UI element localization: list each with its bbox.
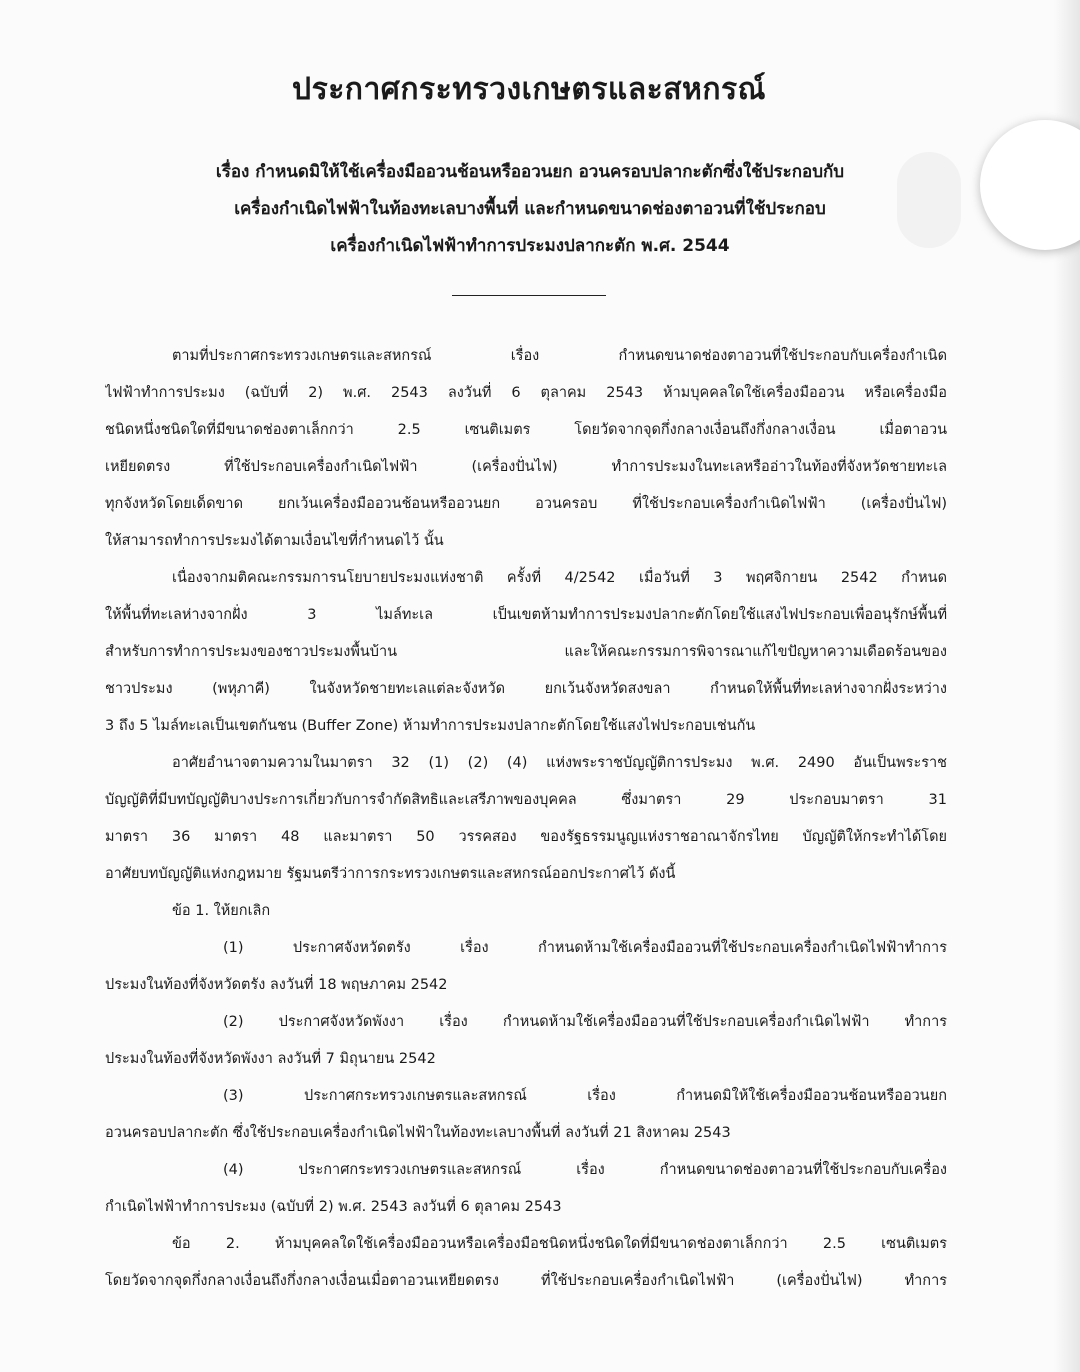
- body-line: อวนครอบปลากะตัก ซึ่งใช้ประกอบเครื่องกำเนิดไฟฟ้าในท้องทะเลบางพื้นที่ ลงวันที่ 21 สิงหาคม 2543: [105, 1125, 731, 1141]
- subject-line: เรื่อง กำหนดมิให้ใช้เครื่องมืออวนช้อนหรืออวนยก อวนครอบปลากะตักซึ่งใช้ประกอบกับ: [215, 162, 845, 182]
- body-line: ไฟฟ้าทำการประมง (ฉบับที่ 2) พ.ศ. 2543 ลงวันที่ 6 ตุลาคม 2543 ห้ามบุคคลใดใช้เครื่องมืออวน หรือเครื่องมือ: [105, 385, 947, 401]
- body-line: เนื่องจากมติคณะกรรมการนโยบายประมงแห่งชาติ ครั้งที่ 4/2542 เมื่อวันที่ 3 พฤศจิกายน 2542 กำหนด: [172, 570, 947, 586]
- body-line: ทุกจังหวัดโดยเด็ดขาด ยกเว้นเครื่องมืออวนช้อนหรืออวนยก อวนครอบ ที่ใช้ประกอบเครื่องกำเนิดไฟฟ้า (เครื่องปั่นไฟ): [105, 496, 947, 512]
- document-body: [105, 338, 947, 1300]
- title-divider: [452, 295, 606, 296]
- subject-line: เครื่องกำเนิดไฟฟ้าในท้องทะเลบางพื้นที่ และกำหนดขนาดช่องตาอวนที่ใช้ประกอบ: [234, 199, 826, 219]
- body-line: บัญญัติที่มีบทบัญญัติบางประการเกี่ยวกับการจำกัดสิทธิและเสรีภาพของบุคคล ซึ่งมาตรา 29 ประกอบมาตรา 31: [105, 792, 947, 808]
- body-line: มาตรา 36 มาตรา 48 และมาตรา 50 วรรคสอง ของรัฐธรรมนูญแห่งราชอาณาจักรไทย บัญญัติให้กระทำได้โดย: [105, 829, 947, 845]
- body-line: กำเนิดไฟฟ้าทำการประมง (ฉบับที่ 2) พ.ศ. 2543 ลงวันที่ 6 ตุลาคม 2543: [105, 1199, 562, 1215]
- body-line: ตามที่ประกาศกระทรวงเกษตรและสหกรณ์ เรื่อง กำหนดขนาดช่องตาอวนที่ใช้ประกอบกับเครื่องกำเนิด: [172, 348, 947, 364]
- body-line: โดยวัดจากจุดกึ่งกลางเงื่อนถึงกึ่งกลางเงื่อนเมื่อตาอวนเหยียดตรง ที่ใช้ประกอบเครื่องกำเนิดไฟฟ้า (เครื่องปั่นไฟ) ทำการ: [105, 1273, 947, 1289]
- body-line: อาศัยบทบัญญัติแห่งกฎหมาย รัฐมนตรีว่าการกระทรวงเกษตรและสหกรณ์ออกประกาศไว้ ดังนี้: [105, 866, 676, 882]
- body-line: ประมงในท้องที่จังหวัดพังงา ลงวันที่ 7 มิถุนายน 2542: [105, 1051, 436, 1067]
- clause-heading: ข้อ 1. ให้ยกเลิก: [172, 903, 271, 919]
- body-line: (4) ประกาศกระทรวงเกษตรและสหกรณ์ เรื่อง กำหนดขนาดช่องตาอวนที่ใช้ประกอบกับเครื่อง: [223, 1162, 947, 1178]
- body-line: (1) ประกาศจังหวัดตรัง เรื่อง กำหนดห้ามใช้เครื่องมืออวนที่ใช้ประกอบเครื่องกำเนิดไฟฟ้าทำการ: [223, 940, 947, 956]
- body-line: สำหรับการทำการประมงของชาวประมงพื้นบ้าน และให้คณะกรรมการพิจารณาแก้ไขปัญหาความเดือดร้อนของ: [105, 644, 947, 660]
- subject-line: เครื่องกำเนิดไฟฟ้าทำการประมงปลากะตัก พ.ศ. 2544: [330, 236, 730, 256]
- body-line: เหยียดตรง ที่ใช้ประกอบเครื่องกำเนิดไฟฟ้า (เครื่องปั่นไฟ) ทำการประมงในทะเลหรืออ่าวในท้องที่จังหวัดชายทะเล: [105, 459, 947, 475]
- document-subject: [150, 154, 910, 265]
- document-title: ประกาศกระทรวงเกษตรและสหกรณ์: [292, 72, 766, 107]
- body-line: 3 ถึง 5 ไมล์ทะเลเป็นเขตกันชน (Buffer Zone) ห้ามทำการประมงปลากะตักโดยใช้แสงไฟประกอบเช่นกัน: [105, 718, 756, 734]
- body-line: ให้สามารถทำการประมงได้ตามเงื่อนไขที่กำหนดไว้ นั้น: [105, 533, 444, 549]
- body-line: ชาวประมง (พหุภาคี) ในจังหวัดชายทะเลแต่ละจังหวัด ยกเว้นจังหวัดสงขลา กำหนดให้พื้นที่ทะเลห่างจากฝั่งระหว่าง: [105, 681, 947, 697]
- body-line: อาศัยอำนาจตามความในมาตรา 32 (1) (2) (4) แห่งพระราชบัญญัติการประมง พ.ศ. 2490 อันเป็นพระราช: [172, 755, 947, 771]
- body-line: (3) ประกาศกระทรวงเกษตรและสหกรณ์ เรื่อง กำหนดมิให้ใช้เครื่องมืออวนช้อนหรืออวนยก: [223, 1088, 947, 1104]
- clause-heading: ข้อ 2. ห้ามบุคคลใดใช้เครื่องมืออวนหรือเครื่องมือชนิดหนึ่งชนิดใดที่มีขนาดช่องตาเล็กกว่า 2.5 เซนติเมตร: [172, 1236, 947, 1252]
- floating-action-button[interactable]: [980, 120, 1080, 250]
- body-line: (2) ประกาศจังหวัดพังงา เรื่อง กำหนดห้ามใช้เครื่องมืออวนที่ใช้ประกอบเครื่องกำเนิดไฟฟ้า ทำการ: [223, 1014, 947, 1030]
- body-line: ให้พื้นที่ทะเลห่างจากฝั่ง 3 ไมล์ทะเล เป็นเขตห้ามทำการประมงปลากะตักโดยใช้แสงไฟประกอบเพื่ออนุรักษ์พื้นที่: [105, 607, 947, 623]
- body-line: ประมงในท้องที่จังหวัดตรัง ลงวันที่ 18 พฤษภาคม 2542: [105, 977, 448, 993]
- body-line: ชนิดหนึ่งชนิดใดที่มีขนาดช่องตาเล็กกว่า 2.5 เซนติเมตร โดยวัดจากจุดกึ่งกลางเงื่อนถึงกึ่งกลางเงื่อน เมื่อตาอวน: [105, 422, 947, 438]
